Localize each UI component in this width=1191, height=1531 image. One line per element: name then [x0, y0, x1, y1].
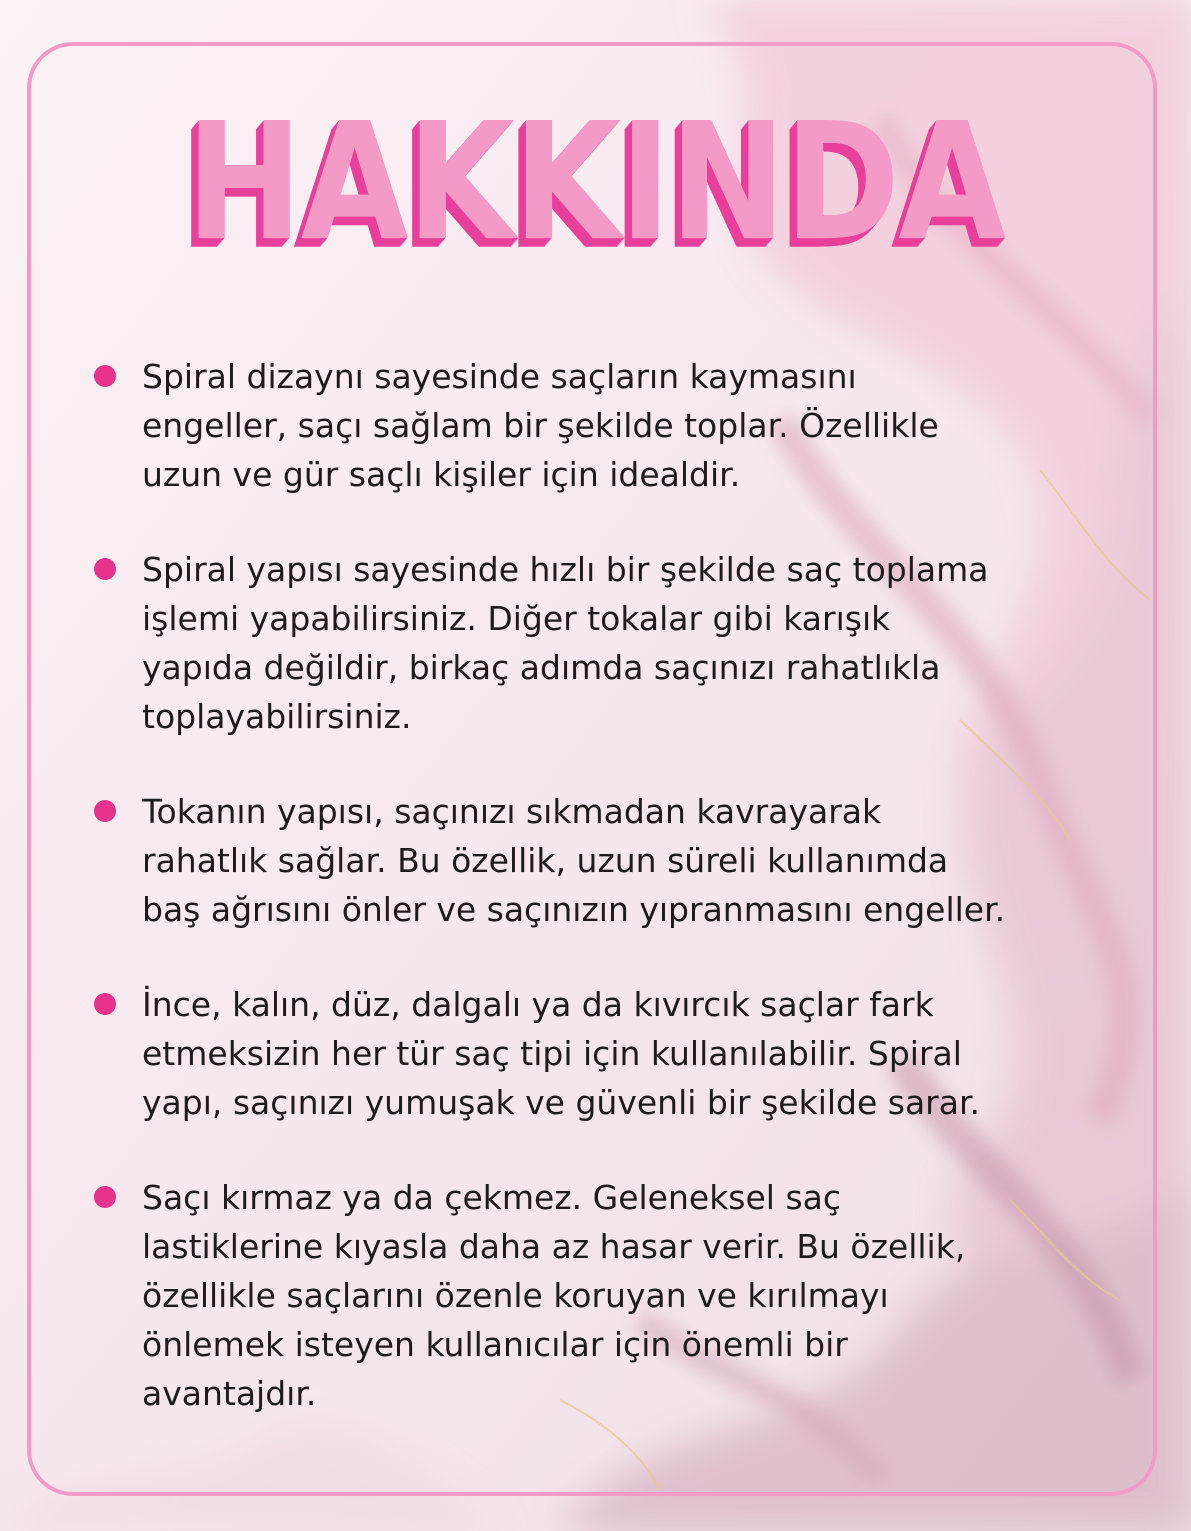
bullet-dot-icon — [94, 558, 116, 580]
item-line: Saçı kırmaz ya da çekmez. Geleneksel saç — [142, 1178, 842, 1217]
item-line: yapı, saçınızı yumuşak ve güvenli bir şekilde sarar. — [142, 1083, 981, 1122]
title-container — [0, 88, 1191, 278]
item-line: toplayabilirsiniz. — [142, 697, 412, 736]
bullet-dot-icon — [94, 365, 116, 387]
item-line: uzun ve gür saçlı kişiler için idealdir. — [142, 455, 741, 494]
item-line: İnce, kalın, düz, dalgalı ya da kıvırcık saçlar fark — [142, 985, 934, 1024]
list-item — [94, 787, 1134, 934]
list-item — [94, 980, 1134, 1127]
list-item — [94, 1173, 1134, 1418]
item-line: işlemi yapabilirsiniz. Diğer tokalar gibi karışık — [142, 599, 891, 638]
item-line: özellikle saçlarını özenle koruyan ve kırılmayı — [142, 1276, 889, 1315]
item-line: Tokanın yapısı, saçınızı sıkmadan kavrayarak — [142, 792, 882, 831]
item-line: etmeksizin her tür saç tipi için kullanılabilir. Spiral — [142, 1034, 962, 1073]
item-line: lastiklerine kıyasla daha az hasar verir. Bu özellik, — [142, 1227, 966, 1266]
item-line: engeller, saçı sağlam bir şekilde toplar. Özellikle — [142, 406, 939, 445]
page-title: HAKKINDA — [186, 89, 1005, 277]
list-item — [94, 545, 1134, 741]
item-line: Spiral yapısı sayesinde hızlı bir şekilde saç toplama — [142, 550, 989, 589]
item-line: önlemek isteyen kullanıcılar için önemli bir — [142, 1325, 848, 1364]
bullet-dot-icon — [94, 1186, 116, 1208]
item-line: rahatlık sağlar. Bu özellik, uzun süreli kullanımda — [142, 841, 949, 880]
item-line: baş ağrısını önler ve saçınızın yıpranmasını engeller. — [142, 890, 1006, 929]
bullet-dot-icon — [94, 993, 116, 1015]
bullet-dot-icon — [94, 800, 116, 822]
list-item — [94, 352, 1134, 499]
item-line: avantajdır. — [142, 1374, 317, 1413]
item-line: yapıda değildir, birkaç adımda saçınızı rahatlıkla — [142, 648, 941, 687]
feature-list — [94, 352, 1134, 1418]
item-line: Spiral dizaynı sayesinde saçların kaymasını — [142, 357, 857, 396]
